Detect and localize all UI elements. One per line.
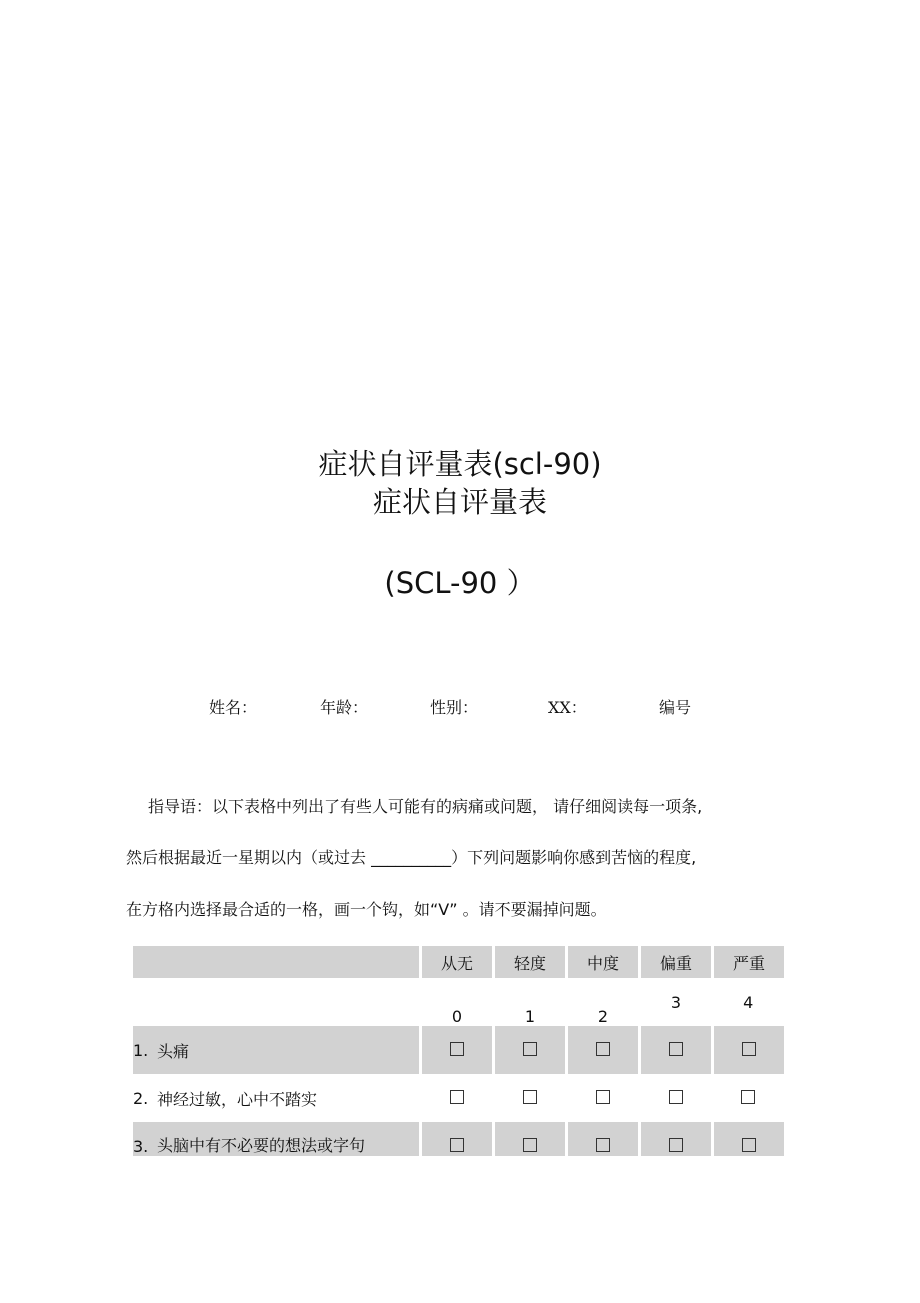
checkbox[interactable] bbox=[741, 1090, 755, 1104]
scale-abbreviation: (SCL-90 ） bbox=[384, 566, 536, 600]
score-value: 4 bbox=[743, 993, 754, 1012]
xx-field-label: XX： bbox=[548, 698, 587, 717]
checkbox[interactable] bbox=[450, 1042, 464, 1056]
checkbox[interactable] bbox=[742, 1138, 756, 1152]
column-header: 偏重 bbox=[640, 946, 713, 978]
checkbox[interactable] bbox=[742, 1042, 756, 1056]
checkbox[interactable] bbox=[596, 1138, 610, 1152]
table-header-row bbox=[133, 946, 784, 978]
checkbox[interactable] bbox=[523, 1138, 537, 1152]
score-value: 1 bbox=[524, 1007, 536, 1026]
checkbox[interactable] bbox=[669, 1138, 683, 1152]
item-number: 2. bbox=[133, 1088, 149, 1108]
gender-field-label: 性别： bbox=[430, 698, 479, 717]
symptom-table bbox=[133, 946, 784, 1156]
item-number: 1. bbox=[133, 1026, 157, 1074]
column-header: 轻度 bbox=[494, 946, 567, 978]
scale-title: 症状自评量表 bbox=[372, 485, 547, 519]
document-title: 症状自评量表(scl-90) bbox=[318, 447, 602, 481]
score-value: 3 bbox=[670, 993, 682, 1012]
table-row bbox=[133, 1026, 784, 1074]
column-header: 中度 bbox=[567, 946, 640, 978]
column-header: 严重 bbox=[713, 946, 785, 978]
item-text: 头脑中有不必要的想法或字句 bbox=[157, 1122, 421, 1156]
checkbox[interactable] bbox=[523, 1090, 537, 1104]
score-value: 2 bbox=[597, 1007, 609, 1026]
instruction-line-2: 然后根据最近一星期以内（或过去 __________）下列问题影响你感到苦恼的程度, bbox=[126, 848, 697, 867]
column-header: 从无 bbox=[421, 946, 494, 978]
item-text: 神经过敏，心中不踏实 bbox=[157, 1089, 318, 1109]
score-value: 0 bbox=[451, 1007, 463, 1026]
checkbox[interactable] bbox=[450, 1090, 464, 1104]
age-field-label: 年龄： bbox=[320, 698, 369, 717]
checkbox[interactable] bbox=[596, 1042, 610, 1056]
instruction-line-3: 在方格内选择最合适的一格，画一个钩，如“V” 。请不要漏掉问题。 bbox=[126, 900, 607, 919]
checkbox[interactable] bbox=[450, 1138, 464, 1152]
checkbox[interactable] bbox=[669, 1090, 683, 1104]
checkbox[interactable] bbox=[596, 1090, 610, 1104]
header-blank bbox=[157, 946, 421, 978]
table-row bbox=[133, 1122, 784, 1156]
instruction-line-1: 指导语：以下表格中列出了有些人可能有的病痛或问题， 请仔细阅读每一项条, bbox=[148, 797, 703, 816]
name-field-label: 姓名： bbox=[209, 698, 258, 717]
item-text: 头痛 bbox=[157, 1026, 421, 1074]
item-number: 3. bbox=[133, 1122, 157, 1156]
checkbox[interactable] bbox=[523, 1042, 537, 1056]
table-row bbox=[133, 1074, 784, 1122]
header-blank bbox=[133, 946, 157, 978]
score-row bbox=[133, 978, 784, 1026]
id-field-label: 编号 bbox=[659, 698, 692, 717]
checkbox[interactable] bbox=[669, 1042, 683, 1056]
